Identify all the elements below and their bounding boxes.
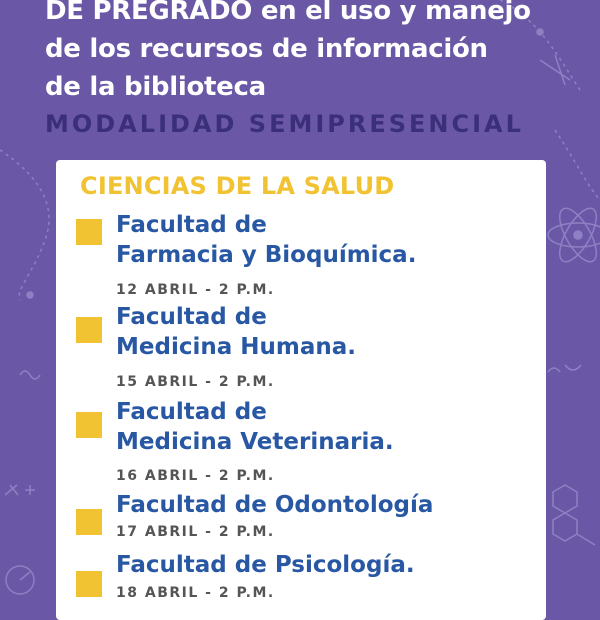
faculty-name-line: Medicina Veterinaria. (116, 429, 394, 455)
bullet-square-icon (76, 412, 102, 438)
faculty-name (116, 397, 394, 457)
headline-line: de la biblioteca (45, 72, 266, 102)
faculty-name-line: Facultad de (116, 212, 267, 238)
faculty-date: 17 ABRIL - 2 P.M. (116, 524, 275, 540)
faculty-name: Facultad de Psicología. (116, 552, 415, 578)
faculty-name-line: Medicina Humana. (116, 334, 356, 360)
modalidad-label: MODALIDAD SEMIPRESENCIAL (45, 110, 524, 138)
faculty-name-line: Facultad de (116, 304, 267, 330)
dotted-curve-icon (0, 150, 49, 300)
section-title: CIENCIAS DE LA SALUD (80, 172, 395, 200)
faculty-date: 15 ABRIL - 2 P.M. (116, 374, 275, 390)
dotted-curve-icon (555, 130, 600, 200)
faculty-name (116, 210, 416, 270)
faculty-name: Facultad de Odontología (116, 492, 434, 518)
headline (45, 0, 575, 106)
faculty-date: 18 ABRIL - 2 P.M. (116, 585, 275, 601)
bullet-square-icon (76, 571, 102, 597)
headline-line: DE PREGRADO en el uso y manejo (45, 0, 531, 26)
faculty-name-line: Farmacia y Bioquímica. (116, 242, 417, 268)
headline-line: de los recursos de información (45, 34, 488, 64)
faculty-name-line: Facultad de (116, 399, 267, 425)
bullet-square-icon (76, 509, 102, 535)
faculty-name (116, 302, 356, 362)
bullet-square-icon (76, 317, 102, 343)
atom-icon (548, 203, 600, 267)
faculty-date: 12 ABRIL - 2 P.M. (116, 282, 275, 298)
bullet-square-icon (76, 219, 102, 245)
faculty-date: 16 ABRIL - 2 P.M. (116, 468, 275, 484)
hexagon-molecule-icon (553, 485, 595, 545)
